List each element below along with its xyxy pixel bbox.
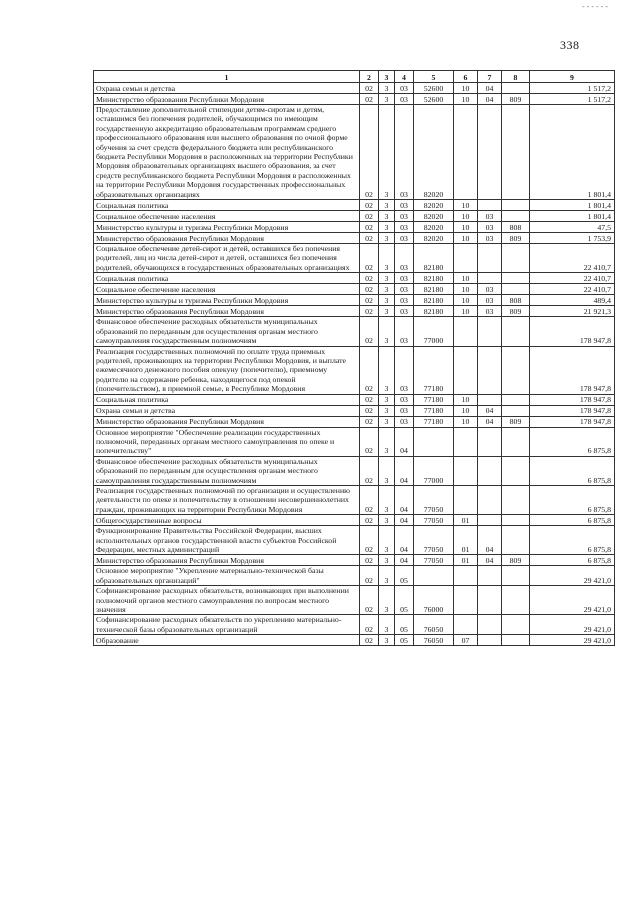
code-col-5: 82020 <box>414 211 454 222</box>
code-col-2: 02 <box>360 317 379 346</box>
row-amount: 178 947,8 <box>530 394 615 405</box>
code-col-4: 04 <box>395 526 414 555</box>
code-col-8 <box>502 456 530 485</box>
code-col-8 <box>502 83 530 94</box>
code-col-5: 82180 <box>414 306 454 317</box>
row-amount: 178 947,8 <box>530 405 615 416</box>
code-col-7 <box>478 566 502 586</box>
code-col-4: 03 <box>395 83 414 94</box>
code-col-6 <box>454 485 478 514</box>
column-header: 3 <box>379 71 395 83</box>
code-col-8 <box>502 394 530 405</box>
table-row <box>94 394 615 405</box>
code-col-3: 3 <box>379 485 395 514</box>
code-col-6: 10 <box>454 394 478 405</box>
code-col-5 <box>414 427 454 456</box>
code-col-5: 82020 <box>414 200 454 211</box>
code-col-7: 03 <box>478 233 502 244</box>
code-col-8 <box>502 615 530 635</box>
code-col-4: 03 <box>395 284 414 295</box>
page-number: 338 <box>560 38 580 52</box>
row-name: Общегосударственные вопросы <box>94 515 360 526</box>
table-row <box>94 244 615 273</box>
code-col-3: 3 <box>379 427 395 456</box>
row-amount: 22 410,7 <box>530 244 615 273</box>
code-col-8: 809 <box>502 94 530 105</box>
table-row <box>94 233 615 244</box>
code-col-7: 03 <box>478 211 502 222</box>
code-col-6: 10 <box>454 94 478 105</box>
code-col-5: 52600 <box>414 94 454 105</box>
table-row <box>94 515 615 526</box>
code-col-6: 01 <box>454 515 478 526</box>
code-col-7 <box>478 273 502 284</box>
code-col-6 <box>454 346 478 394</box>
code-col-2: 02 <box>360 233 379 244</box>
code-col-3: 3 <box>379 105 395 200</box>
code-col-8 <box>502 566 530 586</box>
row-amount: 29 421,0 <box>530 615 615 635</box>
code-col-8 <box>502 284 530 295</box>
code-col-8 <box>502 515 530 526</box>
code-col-5: 77180 <box>414 405 454 416</box>
code-col-4: 05 <box>395 615 414 635</box>
code-col-3: 3 <box>379 615 395 635</box>
code-col-5: 82180 <box>414 295 454 306</box>
table-row <box>94 586 615 615</box>
row-amount: 47,5 <box>530 222 615 233</box>
row-amount: 1 753,9 <box>530 233 615 244</box>
table-row <box>94 273 615 284</box>
code-col-4: 05 <box>395 566 414 586</box>
code-col-3: 3 <box>379 222 395 233</box>
code-col-4: 03 <box>395 346 414 394</box>
column-header: 6 <box>454 71 478 83</box>
row-amount: 29 421,0 <box>530 635 615 646</box>
table-row <box>94 94 615 105</box>
code-col-3: 3 <box>379 200 395 211</box>
row-amount: 22 410,7 <box>530 284 615 295</box>
code-col-7: 04 <box>478 405 502 416</box>
row-name: Социальное обеспечение населения <box>94 284 360 295</box>
row-name: Реализация государственных полномочий по оплате труда приемных родителей, проживающих на территории Республики Мордовия, и выплате ежемесячного денежного пособия опекуну (попечителю), приемному родителю на содержание ребенка, находящегося под опекой (попечительством), в приемной семье, в Республике Мордовия <box>94 346 360 394</box>
row-amount: 489,4 <box>530 295 615 306</box>
row-amount: 29 421,0 <box>530 566 615 586</box>
code-col-3: 3 <box>379 555 395 566</box>
code-col-2: 02 <box>360 284 379 295</box>
code-col-2: 02 <box>360 200 379 211</box>
row-amount: 178 947,8 <box>530 416 615 427</box>
code-col-3: 3 <box>379 273 395 284</box>
code-col-2: 02 <box>360 526 379 555</box>
code-col-8: 808 <box>502 222 530 233</box>
code-col-3: 3 <box>379 416 395 427</box>
row-name: Министерство образования Республики Мордовия <box>94 233 360 244</box>
row-name: Министерство культуры и туризма Республики Мордовия <box>94 295 360 306</box>
row-amount: 22 410,7 <box>530 273 615 284</box>
row-name: Министерство образования Республики Мордовия <box>94 306 360 317</box>
budget-table <box>93 70 615 646</box>
row-name: Финансовое обеспечение расходных обязательств муниципальных образований по переданным для осуществления органам местного самоуправления государственным полномочиям <box>94 317 360 346</box>
code-col-4: 04 <box>395 427 414 456</box>
code-col-6 <box>454 615 478 635</box>
table-row <box>94 295 615 306</box>
code-col-4: 03 <box>395 233 414 244</box>
code-col-3: 3 <box>379 244 395 273</box>
code-col-4: 03 <box>395 211 414 222</box>
code-col-6: 10 <box>454 416 478 427</box>
table-row <box>94 306 615 317</box>
row-amount: 1 801,4 <box>530 105 615 200</box>
code-col-2: 02 <box>360 105 379 200</box>
code-col-8 <box>502 273 530 284</box>
table-row <box>94 615 615 635</box>
code-col-7 <box>478 200 502 211</box>
code-col-3: 3 <box>379 635 395 646</box>
code-col-2: 02 <box>360 295 379 306</box>
row-amount: 1 517,2 <box>530 83 615 94</box>
code-col-6 <box>454 566 478 586</box>
code-col-7: 04 <box>478 416 502 427</box>
code-col-3: 3 <box>379 405 395 416</box>
row-amount: 6 875,8 <box>530 526 615 555</box>
corner-mark: - - - - - - <box>582 2 608 11</box>
code-col-7 <box>478 515 502 526</box>
code-col-2: 02 <box>360 211 379 222</box>
code-col-8: 809 <box>502 555 530 566</box>
code-col-4: 05 <box>395 635 414 646</box>
code-col-2: 02 <box>360 306 379 317</box>
code-col-6: 01 <box>454 526 478 555</box>
row-amount: 6 875,8 <box>530 555 615 566</box>
code-col-3: 3 <box>379 295 395 306</box>
table-row <box>94 566 615 586</box>
code-col-3: 3 <box>379 94 395 105</box>
code-col-6: 10 <box>454 211 478 222</box>
code-col-7 <box>478 615 502 635</box>
code-col-7 <box>478 427 502 456</box>
table-row <box>94 83 615 94</box>
code-col-4: 03 <box>395 200 414 211</box>
code-col-2: 02 <box>360 83 379 94</box>
code-col-8 <box>502 586 530 615</box>
code-col-2: 02 <box>360 273 379 284</box>
row-amount: 29 421,0 <box>530 586 615 615</box>
row-amount: 178 947,8 <box>530 317 615 346</box>
code-col-5 <box>414 566 454 586</box>
code-col-5: 52600 <box>414 83 454 94</box>
code-col-6: 10 <box>454 83 478 94</box>
code-col-3: 3 <box>379 233 395 244</box>
row-amount: 1 801,4 <box>530 200 615 211</box>
code-col-3: 3 <box>379 586 395 615</box>
code-col-7 <box>478 105 502 200</box>
code-col-2: 02 <box>360 615 379 635</box>
row-name: Министерство культуры и туризма Республики Мордовия <box>94 222 360 233</box>
row-name: Министерство образования Республики Мордовия <box>94 555 360 566</box>
code-col-8 <box>502 526 530 555</box>
code-col-4: 03 <box>395 317 414 346</box>
code-col-5: 77050 <box>414 526 454 555</box>
code-col-4: 03 <box>395 306 414 317</box>
code-col-7: 04 <box>478 526 502 555</box>
code-col-6 <box>454 586 478 615</box>
code-col-5: 82020 <box>414 233 454 244</box>
code-col-3: 3 <box>379 211 395 222</box>
table-row <box>94 317 615 346</box>
row-amount: 1 517,2 <box>530 94 615 105</box>
column-header: 4 <box>395 71 414 83</box>
code-col-4: 03 <box>395 416 414 427</box>
table-row <box>94 211 615 222</box>
row-amount: 1 801,4 <box>530 211 615 222</box>
code-col-7: 03 <box>478 306 502 317</box>
code-col-4: 03 <box>395 222 414 233</box>
code-col-4: 04 <box>395 456 414 485</box>
code-col-6 <box>454 427 478 456</box>
code-col-5: 82180 <box>414 284 454 295</box>
code-col-2: 02 <box>360 555 379 566</box>
table-body <box>94 83 615 646</box>
code-col-7 <box>478 346 502 394</box>
row-name: Социальная политика <box>94 394 360 405</box>
code-col-5: 76050 <box>414 615 454 635</box>
code-col-7: 03 <box>478 295 502 306</box>
code-col-6: 10 <box>454 295 478 306</box>
code-col-5: 82180 <box>414 273 454 284</box>
code-col-7 <box>478 586 502 615</box>
table-row <box>94 555 615 566</box>
code-col-2: 02 <box>360 456 379 485</box>
code-col-2: 02 <box>360 566 379 586</box>
row-amount: 178 947,8 <box>530 346 615 394</box>
table-row <box>94 222 615 233</box>
table-row <box>94 346 615 394</box>
code-col-6: 10 <box>454 200 478 211</box>
code-col-6 <box>454 456 478 485</box>
code-col-3: 3 <box>379 515 395 526</box>
code-col-7 <box>478 394 502 405</box>
code-col-6 <box>454 317 478 346</box>
code-col-8 <box>502 485 530 514</box>
code-col-7: 03 <box>478 222 502 233</box>
code-col-4: 03 <box>395 273 414 284</box>
code-col-4: 03 <box>395 105 414 200</box>
code-col-5: 77050 <box>414 515 454 526</box>
code-col-2: 02 <box>360 222 379 233</box>
code-col-4: 04 <box>395 555 414 566</box>
row-amount: 6 875,8 <box>530 456 615 485</box>
code-col-8 <box>502 244 530 273</box>
row-name: Охрана семьи и детства <box>94 405 360 416</box>
code-col-6 <box>454 244 478 273</box>
code-col-8 <box>502 405 530 416</box>
code-col-3: 3 <box>379 456 395 485</box>
column-header: 5 <box>414 71 454 83</box>
table-row <box>94 635 615 646</box>
table-row <box>94 416 615 427</box>
code-col-8 <box>502 200 530 211</box>
table-row <box>94 427 615 456</box>
code-col-5: 82020 <box>414 105 454 200</box>
code-col-8: 809 <box>502 306 530 317</box>
row-name: Основное мероприятие "Укрепление материально-технической базы образовательных организаций" <box>94 566 360 586</box>
code-col-2: 02 <box>360 346 379 394</box>
column-header: 7 <box>478 71 502 83</box>
code-col-4: 05 <box>395 586 414 615</box>
table-row <box>94 200 615 211</box>
code-col-2: 02 <box>360 244 379 273</box>
code-col-6: 10 <box>454 273 478 284</box>
code-col-8 <box>502 346 530 394</box>
code-col-4: 03 <box>395 394 414 405</box>
code-col-6: 01 <box>454 555 478 566</box>
code-col-7 <box>478 485 502 514</box>
code-col-4: 03 <box>395 405 414 416</box>
code-col-3: 3 <box>379 284 395 295</box>
code-col-5: 77180 <box>414 416 454 427</box>
code-col-4: 04 <box>395 515 414 526</box>
table-row <box>94 485 615 514</box>
code-col-8 <box>502 211 530 222</box>
row-name: Реализация государственных полномочий по организации и осуществлению деятельности по опеке и попечительству в отношении несовершеннолетних граждан, проживающих на территории Республики Мордовия <box>94 485 360 514</box>
code-col-5: 77180 <box>414 394 454 405</box>
row-amount: 6 875,8 <box>530 485 615 514</box>
row-name: Предоставление дополнительной стипендии детям-сиротам и детям, оставшимся без попечения родителей, обучающимся по имеющим государственную аккредитацию образовательным программам среднего профессионального образования или высшего образования по очной форме обучения за счет средств федерального бюджета или республиканского бюджета Республики Мордовия в расположенных на территории Республики Мордовия образовательных организациях высшего образования, за счет средств республиканского бюджета Республики Мордовия в расположенных на территории Республики Мордовия государственных профессиональных образовательных организациях <box>94 105 360 200</box>
code-col-8 <box>502 105 530 200</box>
code-col-4: 04 <box>395 485 414 514</box>
code-col-5: 77000 <box>414 456 454 485</box>
code-col-2: 02 <box>360 515 379 526</box>
code-col-3: 3 <box>379 306 395 317</box>
row-name: Софинансирование расходных обязательств по укреплению материально-технической базы образовательных организаций <box>94 615 360 635</box>
code-col-6: 10 <box>454 405 478 416</box>
table-row <box>94 405 615 416</box>
code-col-7: 04 <box>478 94 502 105</box>
row-amount: 6 875,8 <box>530 515 615 526</box>
code-col-8 <box>502 317 530 346</box>
code-col-3: 3 <box>379 394 395 405</box>
table-row <box>94 456 615 485</box>
code-col-5: 77050 <box>414 485 454 514</box>
code-col-3: 3 <box>379 317 395 346</box>
code-col-6: 07 <box>454 635 478 646</box>
row-name: Социальная политика <box>94 200 360 211</box>
row-name: Финансовое обеспечение расходных обязательств муниципальных образований по переданным для осуществления органам местного самоуправления государственным полномочиям <box>94 456 360 485</box>
code-col-7 <box>478 317 502 346</box>
row-name: Социальное обеспечение детей-сирот и детей, оставшихся без попечения родителей, лиц из числа детей-сирот и детей, оставшихся без попечения родителей, обучающихся в государственных образовательных организациях <box>94 244 360 273</box>
row-name: Охрана семьи и детства <box>94 83 360 94</box>
code-col-3: 3 <box>379 346 395 394</box>
code-col-7: 04 <box>478 555 502 566</box>
code-col-3: 3 <box>379 526 395 555</box>
table-row <box>94 284 615 295</box>
code-col-6: 10 <box>454 284 478 295</box>
code-col-7: 04 <box>478 83 502 94</box>
column-header: 9 <box>530 71 615 83</box>
row-name: Образование <box>94 635 360 646</box>
code-col-6: 10 <box>454 222 478 233</box>
code-col-7 <box>478 244 502 273</box>
row-name: Социальная политика <box>94 273 360 284</box>
code-col-2: 02 <box>360 405 379 416</box>
code-col-2: 02 <box>360 586 379 615</box>
code-col-6: 10 <box>454 306 478 317</box>
table-row <box>94 526 615 555</box>
code-col-7: 03 <box>478 284 502 295</box>
code-col-8 <box>502 635 530 646</box>
code-col-5: 76000 <box>414 586 454 615</box>
code-col-2: 02 <box>360 635 379 646</box>
row-name: Основное мероприятие "Обеспечение реализации государственных полномочий, переданных органам местного самоуправления по опеке и попечительству" <box>94 427 360 456</box>
code-col-8: 808 <box>502 295 530 306</box>
code-col-2: 02 <box>360 416 379 427</box>
row-name: Социальное обеспечение населения <box>94 211 360 222</box>
row-name: Функционирование Правительства Российской Федерации, высших исполнительных органов государственной власти субъектов Российской Федерации, местных администраций <box>94 526 360 555</box>
code-col-4: 03 <box>395 295 414 306</box>
row-name: Софинансирование расходных обязательств, возникающих при выполнении полномочий органов местного самоуправления по вопросам местного значения <box>94 586 360 615</box>
code-col-2: 02 <box>360 485 379 514</box>
table-header-row <box>94 71 615 83</box>
code-col-4: 03 <box>395 244 414 273</box>
code-col-8: 809 <box>502 416 530 427</box>
code-col-8 <box>502 427 530 456</box>
column-header: 1 <box>94 71 360 83</box>
code-col-2: 02 <box>360 427 379 456</box>
row-name: Министерство образования Республики Мордовия <box>94 416 360 427</box>
code-col-2: 02 <box>360 394 379 405</box>
code-col-5: 82180 <box>414 244 454 273</box>
code-col-3: 3 <box>379 83 395 94</box>
row-amount: 21 921,3 <box>530 306 615 317</box>
row-name: Министерство образования Республики Мордовия <box>94 94 360 105</box>
code-col-8: 809 <box>502 233 530 244</box>
code-col-6 <box>454 105 478 200</box>
code-col-7 <box>478 456 502 485</box>
row-amount: 6 875,8 <box>530 427 615 456</box>
code-col-2: 02 <box>360 94 379 105</box>
column-header: 8 <box>502 71 530 83</box>
code-col-7 <box>478 635 502 646</box>
code-col-5: 77000 <box>414 317 454 346</box>
code-col-4: 03 <box>395 94 414 105</box>
code-col-3: 3 <box>379 566 395 586</box>
code-col-5: 77050 <box>414 555 454 566</box>
code-col-5: 82020 <box>414 222 454 233</box>
table-row <box>94 105 615 200</box>
code-col-6: 10 <box>454 233 478 244</box>
code-col-5: 76050 <box>414 635 454 646</box>
column-header: 2 <box>360 71 379 83</box>
code-col-5: 77180 <box>414 346 454 394</box>
